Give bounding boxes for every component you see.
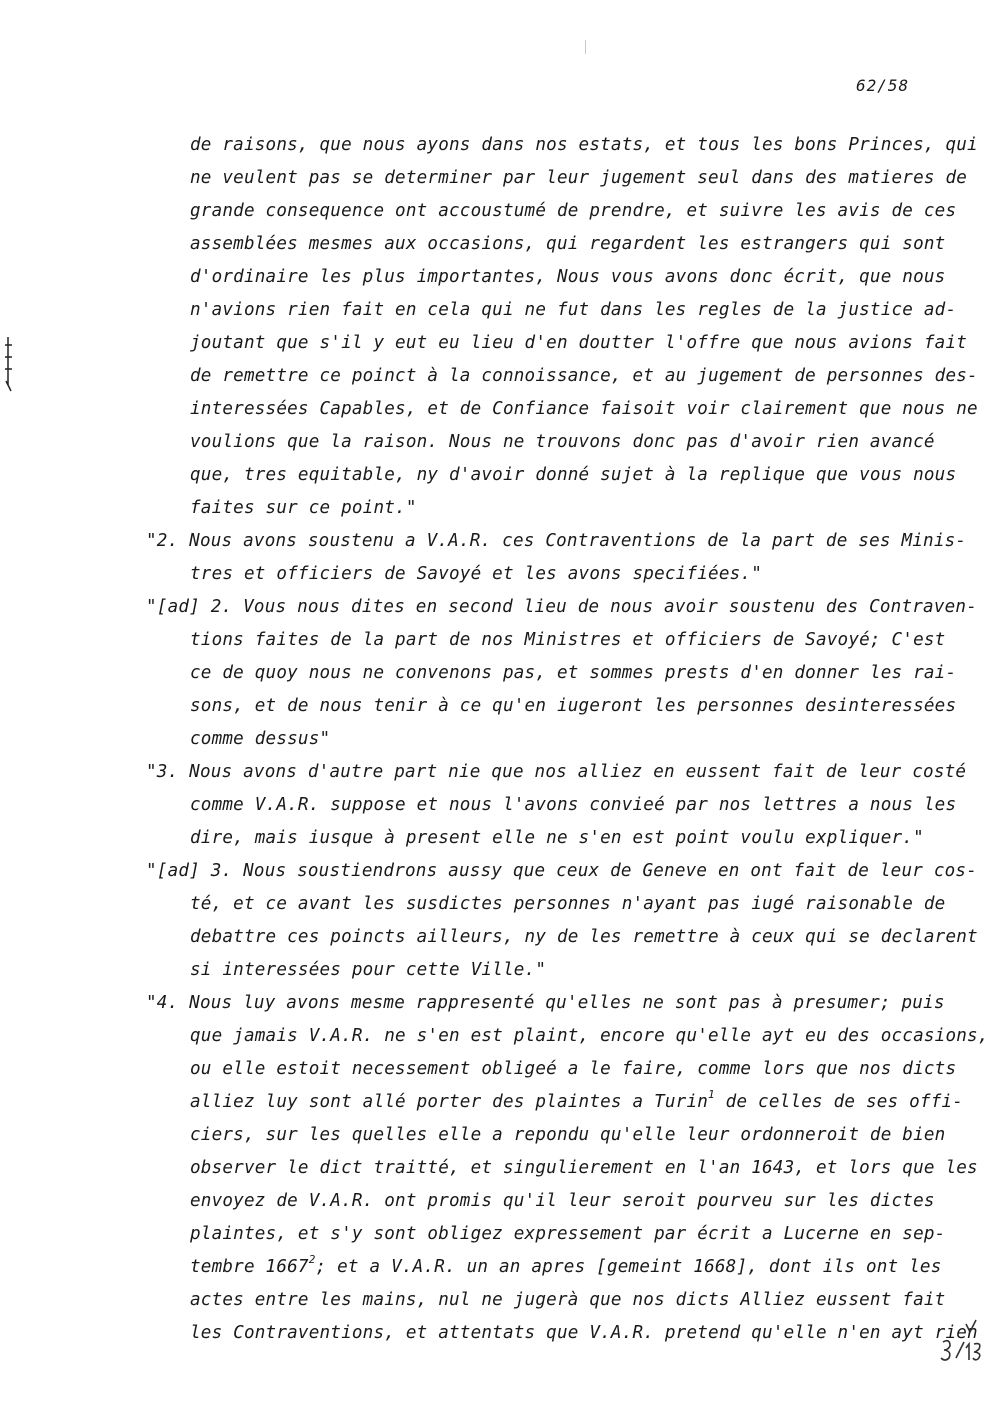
text-line-content: comme V.A.R. suppose et nous l'avons convieé par nos lettres a nous les [190, 795, 957, 815]
text-line-content: debattre ces poincts ailleurs, ny de les remettre à ceux qui se declarent [190, 927, 978, 947]
text-line [146, 764, 966, 782]
text-line-content: té, et ce avant les susdictes personnes n'ayant pas iugé raisonable de [190, 894, 946, 914]
text-line [190, 566, 762, 584]
text-line [190, 500, 417, 518]
text-line-content: comme dessus" [190, 729, 331, 749]
text-line [190, 1292, 945, 1310]
text-line-content: joutant que s'il y eut eu lieu d'en doutter l'offre que nous avions fait [190, 333, 968, 353]
text-line-content: actes entre les mains, nul ne jugerà que nos dicts Alliez eussent fait [190, 1290, 946, 1310]
text-line-content: de raisons, que nous ayons dans nos estats, et tous les bons Princes, qui [190, 135, 978, 155]
text-line [190, 236, 945, 254]
text-line-content: ne veulent pas se determiner par leur jugement seul dans des matieres de [190, 168, 968, 188]
text-line [146, 995, 945, 1013]
text-line-content: assemblées mesmes aux occasions, qui regardent les estrangers qui sont [190, 234, 946, 254]
text-line-content: tembre 1667 [190, 1257, 309, 1277]
text-line [190, 665, 956, 683]
text-line [190, 1253, 942, 1277]
text-line-content: ou elle estoit necessement obligeé a le faire, comme lors que nos dicts [190, 1059, 957, 1079]
text-line [190, 467, 956, 485]
text-line-content: "[ad] 3. Nous soustiendrons aussy que ceux de Geneve en ont fait de leur cos- [146, 861, 978, 881]
text-line-content: d'ordinaire les plus importantes, Nous vous avons donc écrit, que nous [190, 267, 946, 287]
text-line [146, 863, 977, 881]
text-line [190, 797, 956, 815]
text-line [190, 269, 945, 287]
text-line-content: tions faites de la part de nos Ministres et officiers de Savoyé; C'est [190, 630, 946, 650]
text-line [190, 632, 945, 650]
text-line-content: grande consequence ont accoustumé de prendre, et suivre les avis de ces [190, 201, 957, 221]
text-line [146, 533, 966, 551]
text-line [190, 170, 967, 188]
text-line-content: que jamais V.A.R. ne s'en est plaint, encore qu'elle ayt eu des occasions, [190, 1026, 989, 1046]
text-line-content: envoyez de V.A.R. ont promis qu'il leur seroit pourveu sur les dictes [190, 1191, 935, 1211]
text-line [146, 599, 977, 617]
text-line-content: "[ad] 2. Vous nous dites en second lieu de nous avoir soustenu des Contraven- [146, 597, 978, 617]
text-line [190, 896, 945, 914]
handwritten-checkmark-and-number [938, 1318, 986, 1366]
text-line [190, 731, 330, 749]
text-line-content: sons, et de nous tenir à ce qu'en iugeront les personnes desinteressées [190, 696, 957, 716]
text-line-content: ce de quoy nous ne convenons pas, et sommes prests d'en donner les rai- [190, 663, 957, 683]
text-line [190, 434, 935, 452]
text-line-content: dire, mais iusque à present elle ne s'en est point voulu expliquer." [190, 828, 924, 848]
text-line-content: "3. Nous avons d'autre part nie que nos alliez en eussent fait de leur costé [146, 762, 967, 782]
text-line-content: de remettre ce poinct à la connoissance, et au jugement de personnes des- [190, 366, 978, 386]
text-line [190, 830, 924, 848]
text-line [190, 1325, 978, 1343]
edge-stamp-mark [2, 335, 18, 395]
text-line [190, 203, 956, 221]
text-line [190, 1193, 935, 1211]
text-line-content: que, tres equitable, ny d'avoir donné sujet à la replique que vous nous [190, 465, 957, 485]
text-line-continuation: ; et a V.A.R. un an apres [gemeint 1668], dont ils ont les [315, 1257, 942, 1277]
page-number: 62/58 [856, 76, 910, 95]
text-line [190, 1088, 964, 1112]
text-line [190, 1226, 945, 1244]
footnote-marker: 2 [308, 1253, 316, 1266]
text-line-content: si interessées pour cette Ville." [190, 960, 547, 980]
text-line-content: les Contraventions, et attentats que V.A.R. pretend qu'elle n'en ayt rien [190, 1323, 978, 1343]
text-line-content: faites sur ce point." [190, 498, 417, 518]
footnote-marker: 1 [708, 1088, 715, 1101]
text-line [190, 401, 978, 419]
text-line [190, 1061, 956, 1079]
text-line-content: alliez luy sont allé porter des plaintes a Turin [190, 1092, 709, 1112]
text-line-content: observer le dict traitté, et singulierement en l'an 1643, et lors que les [190, 1158, 978, 1178]
text-line-continuation: de celles de ses offi- [714, 1092, 964, 1112]
text-line [190, 1160, 978, 1178]
text-line [190, 368, 978, 386]
text-line [190, 962, 546, 980]
top-crop-mark [585, 40, 586, 54]
text-line-content: ciers, sur les quelles elle a repondu qu'elle leur ordonneroit de bien [190, 1125, 946, 1145]
text-line [190, 929, 978, 947]
text-line [190, 137, 978, 155]
text-line [190, 698, 956, 716]
text-line-content: plaintes, et s'y sont obligez expressement par écrit a Lucerne en sep- [190, 1224, 946, 1244]
text-line [190, 302, 956, 320]
text-line-content: "2. Nous avons soustenu a V.A.R. ces Contraventions de la part de ses Minis- [146, 531, 967, 551]
text-line [190, 1028, 989, 1046]
text-line-content: "4. Nous luy avons mesme rappresenté qu'elles ne sont pas à presumer; puis [146, 993, 945, 1013]
text-line-content: voulions que la raison. Nous ne trouvons donc pas d'avoir rien avancé [190, 432, 935, 452]
text-line [190, 335, 967, 353]
handwritten-page-note [938, 1318, 986, 1366]
text-line-content: interessées Capables, et de Confiance faisoit voir clairement que nous ne [190, 399, 978, 419]
text-line [190, 1127, 945, 1145]
text-line-content: tres et officiers de Savoyé et les avons specifiées." [190, 564, 762, 584]
text-line-content: n'avions rien fait en cela qui ne fut dans les regles de la justice ad- [190, 300, 957, 320]
